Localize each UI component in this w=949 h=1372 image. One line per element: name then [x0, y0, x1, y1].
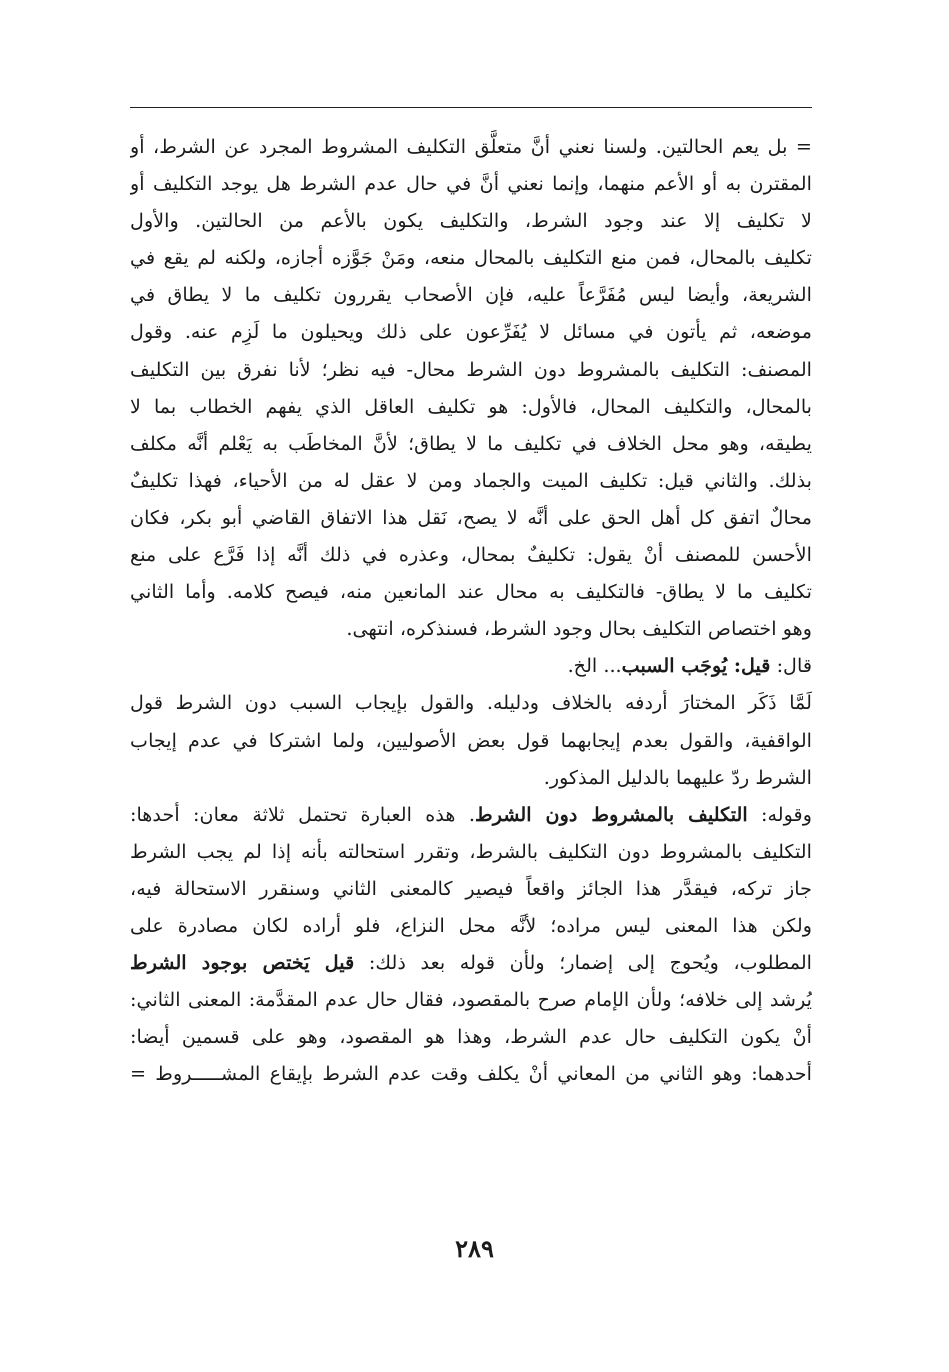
- text-line: تكليف بالمحال، فمن منع التكليف بالمحال منعه، ومَنْ جَوَّزه أجازه، ولكنه لم يقع في: [130, 246, 812, 270]
- qala-quote: قيل: يُوجَب السبب: [621, 654, 771, 678]
- qala-prefix: قال:: [770, 654, 812, 678]
- text-line: التكليف بالمشروط دون التكليف بالشرط، وتقرر استحالته بأنه إذا لم يجب الشرط: [130, 839, 812, 863]
- text-line: بذلك. والثاني قيل: تكليف الميت والجماد ومن لا عقل له من الأحياء، فهذا تكليفٌ: [130, 468, 812, 492]
- text-line: لا تكليف إلا عند وجود الشرط، والتكليف يكون بالأعم من الحالتين. والأول: [130, 209, 812, 233]
- text-line: الأحسن للمصنف أنْ يقول: تكليفٌ بمحال، وعذره في ذلك أنَّه إذا فَرَّع على منع: [130, 543, 812, 567]
- text-line: الشريعة، وأيضا ليس مُفَرَّعاً عليه، فإن الأصحاب يقررون تكليف ما لا يطاق في: [130, 283, 812, 307]
- qala-suffix: ... الخ.: [567, 654, 622, 678]
- text-line: موضعه، ثم يأتون في مسائل لا يُفَرِّعون على ذلك ويحيلون ما لَزِم عنه. وقول: [130, 320, 812, 344]
- qawluhu-prefix: وقوله:: [747, 802, 812, 826]
- text-line: بالمحال، والتكليف المحال، فالأول: هو تكليف العاقل الذي يفهم الخطاب بما لا: [130, 394, 812, 418]
- header-rule: [130, 107, 812, 108]
- text-line: أنْ يكون التكليف حال عدم الشرط، وهذا هو المقصود، وهو على قسمين أيضا:: [130, 1025, 812, 1049]
- text-line: المصنف: التكليف بالمشروط دون الشرط محال- فيه نظر؛ لأنا نفرق بين التكليف: [130, 357, 812, 381]
- qawluhu-quote: التكليف بالمشروط دون الشرط: [474, 802, 748, 826]
- text-line: تكليف ما لا يطاق- فالتكليف به محال عند المانعين منه، فيصح كلامه. وأما الثاني: [130, 580, 812, 604]
- main-text: [130, 128, 812, 1092]
- text-line: أحدهما: وهو الثاني من المعاني أنْ يكلف وقت عدم الشرط بإيقاع المشـــــروط =: [130, 1062, 812, 1086]
- bold-end-text: المطلوب، ويُحوج إلى إضمار؛ ولأن قوله بعد ذلك:: [354, 951, 812, 975]
- bold-end-line: [130, 944, 812, 981]
- text-line: لَمَّا ذَكَر المختارَ أردفه بالخلاف ودليله. والقول بإيجاب السبب دون الشرط قول: [130, 691, 812, 715]
- qala-line: [130, 647, 812, 684]
- text-line: المقترن به أو الأعم منهما، وإنما نعني أنَّ في حال عدم الشرط هل يوجد التكليف أو: [130, 172, 812, 196]
- text-line: = بل يعم الحالتين. ولسنا نعني أنَّ متعلَّق التكليف المشروط المجرد عن الشرط، أو: [130, 135, 812, 158]
- text-line: يُرشد إلى خلافه؛ ولأن الإمام صرح بالمقصود، فقال حال عدم المقدَّمة: المعنى الثاني:: [130, 988, 812, 1012]
- qawluhu-line: [130, 796, 812, 833]
- text-line: الشرط ردّ عليهما بالدليل المذكور.: [543, 765, 812, 789]
- page-number: ٢٨٩: [455, 1234, 494, 1263]
- text-line: محالٌ اتفق كل أهل الحق على أنَّه لا يصح، نَقل هذا الاتفاق القاضي أبو بكر، فكان: [130, 505, 812, 529]
- text-line: ولكن هذا المعنى ليس مراده؛ لأنَّه محل النزاع، فلو أراده لكان مصادرة على: [130, 913, 812, 937]
- bold-end-quote: قيل يَختص بوجود الشرط: [130, 951, 355, 975]
- text-line: الواقفية، والقول بعدم إيجابهما قول بعض الأصوليين، ولما اشتركا في عدم إيجاب: [130, 728, 812, 752]
- text-line: جاز تركه، فيقدَّر هذا الجائز واقعاً فيصير كالمعنى الثاني وسنقرر الاستحالة فيه،: [130, 876, 812, 900]
- qawluhu-suffix: . هذه العبارة تحتمل ثلاثة معان: أحدها:: [130, 802, 475, 826]
- text-line: يطيقه، وهو محل الخلاف في تكليف ما لا يطاق؛ لأنَّ المخاطَب به يَعْلم أنَّه مكلف: [130, 431, 812, 455]
- text-line: وهو اختصاص التكليف بحال وجود الشرط، فسنذكره، انتهى.: [346, 617, 812, 641]
